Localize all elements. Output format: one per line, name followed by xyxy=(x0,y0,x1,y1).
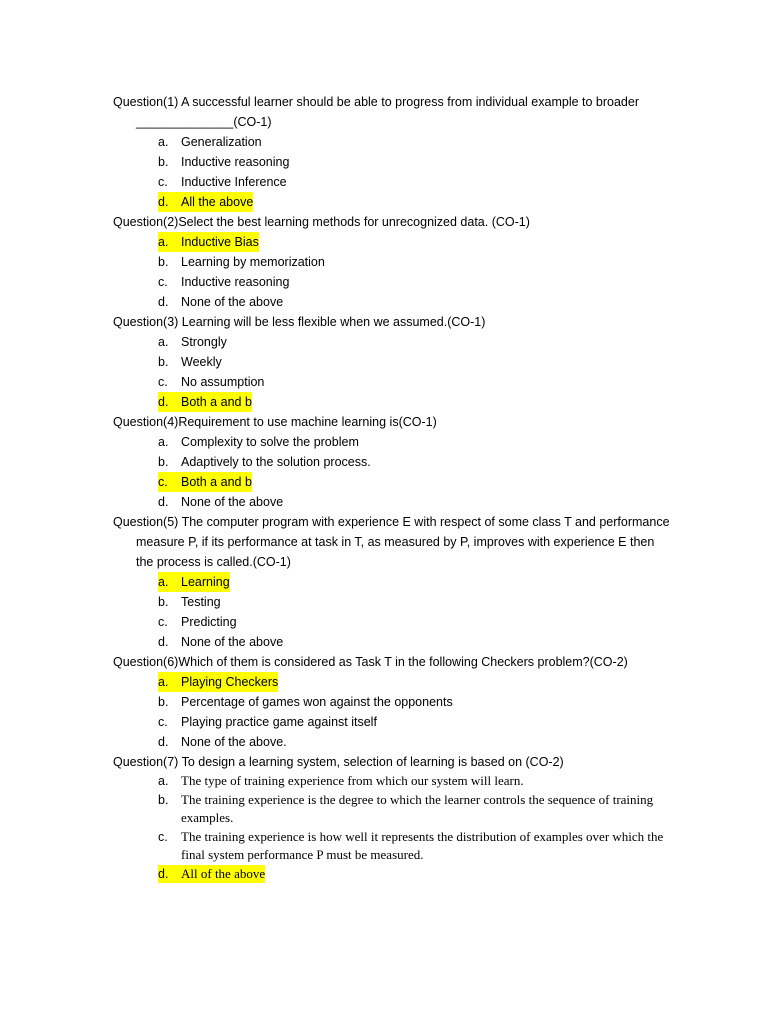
option-b xyxy=(158,592,693,612)
option-a xyxy=(158,772,693,790)
option-text: No assumption xyxy=(181,375,265,389)
option-a xyxy=(158,332,693,352)
option-a xyxy=(158,572,693,592)
answer-highlight xyxy=(158,672,278,692)
option-d xyxy=(158,392,693,412)
option-c xyxy=(158,612,693,632)
option-letter: a. xyxy=(158,135,169,149)
question-1 xyxy=(113,92,693,212)
option-letter: d. xyxy=(158,395,169,409)
option-text: Percentage of games won against the opponents xyxy=(181,695,453,709)
option-d xyxy=(158,632,693,652)
question-text: Requirement to use machine learning is(CO-1) xyxy=(178,415,437,429)
option-b xyxy=(158,152,693,172)
option-letter: b. xyxy=(158,695,169,709)
question-6 xyxy=(113,652,693,752)
option-a xyxy=(158,432,693,452)
question-5 xyxy=(113,512,693,652)
question-label: Question(6) xyxy=(113,655,179,669)
option-letter: c. xyxy=(158,615,168,629)
option-letter: c. xyxy=(158,375,168,389)
option-letter: c. xyxy=(158,175,168,189)
option-letter: a. xyxy=(158,774,169,788)
option-text: Both a and b xyxy=(181,395,252,409)
option-c xyxy=(158,172,693,192)
question-text: To design a learning system, selection of learning is based on (CO-2) xyxy=(181,755,564,769)
option-text: Predicting xyxy=(181,615,237,629)
option-text: Inductive reasoning xyxy=(181,275,290,289)
option-b xyxy=(158,452,693,472)
option-letter: b. xyxy=(158,355,169,369)
question-text: A successful learner should be able to progress from individual example to broader xyxy=(181,95,640,109)
answer-highlight xyxy=(158,232,259,252)
question-label: Question(2) xyxy=(113,215,179,229)
option-letter: c. xyxy=(158,715,168,729)
answer-highlight xyxy=(158,392,252,412)
option-a xyxy=(158,132,693,152)
option-d xyxy=(158,492,693,512)
option-text: Complexity to solve the problem xyxy=(181,435,359,449)
option-text: None of the above xyxy=(181,635,284,649)
question-text: the process is called.(CO-1) xyxy=(136,555,291,569)
question-label: Question(3) xyxy=(113,315,179,329)
option-letter: a. xyxy=(158,675,169,689)
option-letter: d. xyxy=(158,735,169,749)
option-text: Strongly xyxy=(181,335,227,349)
option-letter: b. xyxy=(158,155,169,169)
question-text: Select the best learning methods for unrecognized data. (CO-1) xyxy=(178,215,530,229)
option-c xyxy=(158,372,693,392)
option-text: All of the above xyxy=(181,866,266,881)
option-text: All the above xyxy=(181,195,254,209)
option-letter: d. xyxy=(158,295,169,309)
option-text: None of the above xyxy=(181,295,284,309)
option-letter: b. xyxy=(158,595,169,609)
option-text: Generalization xyxy=(181,135,262,149)
option-text: Both a and b xyxy=(181,475,252,489)
option-c xyxy=(158,272,693,292)
option-text: Inductive Inference xyxy=(181,175,287,189)
option-b xyxy=(158,692,693,712)
option-text: Learning xyxy=(181,575,230,589)
option-letter: d. xyxy=(158,195,169,209)
option-text: Adaptively to the solution process. xyxy=(181,455,371,469)
question-label: Question(1) xyxy=(113,95,179,109)
option-letter: d. xyxy=(158,495,169,509)
option-letter: b. xyxy=(158,793,169,807)
option-text: Playing practice game against itself xyxy=(181,715,377,729)
option-b xyxy=(158,791,693,827)
option-b xyxy=(158,352,693,372)
option-letter: d. xyxy=(158,635,169,649)
option-letter: c. xyxy=(158,275,168,289)
option-text: Learning by memorization xyxy=(181,255,325,269)
option-c xyxy=(158,828,693,864)
question-label: Question(7) xyxy=(113,755,179,769)
option-letter: a. xyxy=(158,235,169,249)
option-letter: b. xyxy=(158,255,169,269)
option-text: The training experience is the degree to which the learner controls the sequence of training examples. xyxy=(181,792,654,825)
option-d xyxy=(158,732,693,752)
option-letter: a. xyxy=(158,435,169,449)
option-text: The type of training experience from which our system will learn. xyxy=(181,773,524,788)
option-text: Inductive reasoning xyxy=(181,155,290,169)
option-letter: a. xyxy=(158,335,169,349)
option-d xyxy=(158,192,693,212)
option-text: None of the above. xyxy=(181,735,287,749)
option-text: Testing xyxy=(181,595,221,609)
question-text: measure P, if its performance at task in T, as measured by P, improves with experience E then xyxy=(136,535,655,549)
option-text: Playing Checkers xyxy=(181,675,279,689)
option-text: Inductive Bias xyxy=(181,235,259,249)
question-4 xyxy=(113,412,693,512)
question-text: ______________(CO-1) xyxy=(136,115,272,129)
option-b xyxy=(158,252,693,272)
question-label: Question(4) xyxy=(113,415,179,429)
option-text: None of the above xyxy=(181,495,284,509)
option-letter: b. xyxy=(158,455,169,469)
option-letter: a. xyxy=(158,575,169,589)
answer-highlight xyxy=(158,865,265,883)
question-label: Question(5) xyxy=(113,515,179,529)
option-a xyxy=(158,672,693,692)
question-text: Which of them is considered as Task T in the following Checkers problem?(CO-2) xyxy=(178,655,628,669)
question-text: The computer program with experience E with respect of some class T and performance xyxy=(181,515,670,529)
option-text: Weekly xyxy=(181,355,222,369)
question-7 xyxy=(113,752,693,884)
option-d xyxy=(158,865,693,883)
option-a xyxy=(158,232,693,252)
question-2 xyxy=(113,212,693,312)
option-c xyxy=(158,472,693,492)
question-3 xyxy=(113,312,693,412)
option-letter: c. xyxy=(158,830,168,844)
answer-highlight xyxy=(158,472,252,492)
answer-highlight xyxy=(158,572,230,592)
option-letter: d. xyxy=(158,867,169,881)
option-d xyxy=(158,292,693,312)
option-text: The training experience is how well it represents the distribution of examples over which the final system performance P must be measured. xyxy=(181,829,664,862)
option-letter: c. xyxy=(158,475,168,489)
question-text: Learning will be less flexible when we assumed.(CO-1) xyxy=(181,315,486,329)
answer-highlight xyxy=(158,192,253,212)
option-c xyxy=(158,712,693,732)
